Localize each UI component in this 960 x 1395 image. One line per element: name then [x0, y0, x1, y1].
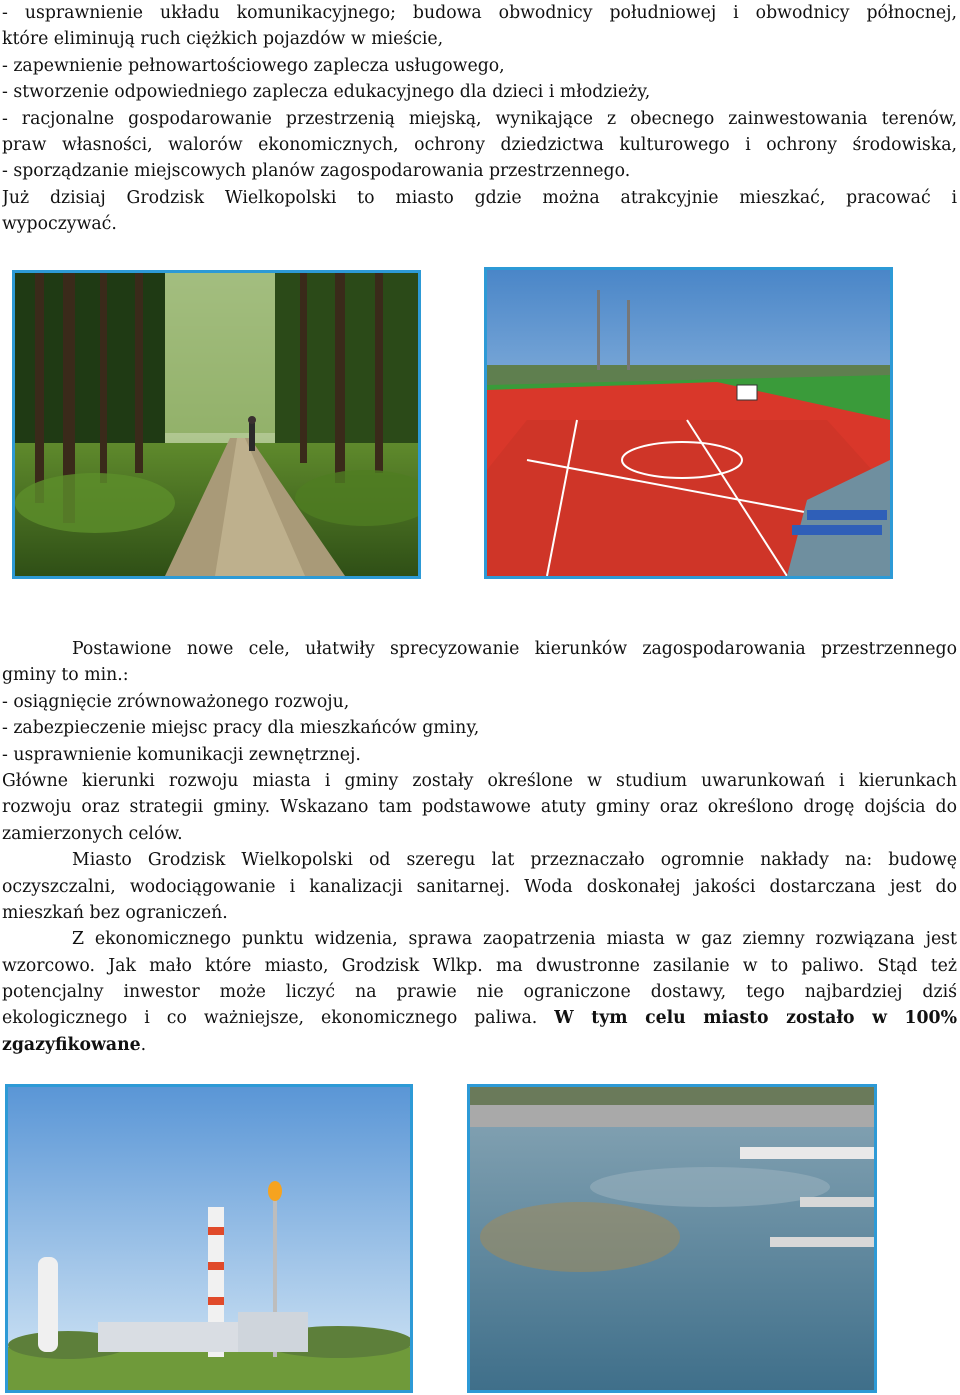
text-span: ekologicznego i co ważniejsze, ekonomicznego paliwa. — [2, 1008, 538, 1029]
text-line: - zabezpieczenie miejsc pracy dla mieszkańców gminy, — [2, 718, 480, 739]
text-line — [2, 1005, 957, 1031]
intro-text — [2, 0, 957, 238]
water-treatment-photo — [467, 1084, 877, 1393]
text-line: rozwoju oraz strategii gminy. Wskazano tam podstawowe atuty gminy oraz określono drogę dojścia do — [2, 797, 957, 818]
text-line: - stworzenie odpowiedniego zaplecza edukacyjnego dla dzieci i młodzieży, — [2, 82, 651, 103]
text-line — [2, 1032, 957, 1058]
text-line: Miasto Grodzisk Wielkopolski od szeregu lat przeznaczało ogromnie nakłady na: budowę — [72, 850, 957, 871]
text-line: - zapewnienie pełnowartościowego zaplecza usługowego, — [2, 55, 505, 76]
text-line: które eliminują ruch ciężkich pojazdów w mieście, — [2, 29, 444, 50]
text-line: praw własności, walorów ekonomicznych, ochrony dziedzictwa kulturowego i ochrony środowiska, — [2, 134, 957, 155]
coat-of-arms-icon — [354, 1107, 413, 1393]
text-line: oczyszczalni, wodociągowanie i kanalizacji sanitarnej. Woda doskonałej jakości dostarczana jest do — [2, 876, 957, 897]
coat-of-arms-icon — [826, 1107, 877, 1393]
forest-path-photo — [12, 270, 421, 579]
body-text — [2, 636, 957, 1058]
text-line: Postawione nowe cele, ułatwiły sprecyzowanie kierunków zagospodarowania przestrzennego — [72, 639, 957, 659]
text-line: Już dzisiaj Grodzisk Wielkopolski to miasto gdzie można atrakcyjnie mieszkać, pracować i — [2, 187, 957, 208]
text-span: . — [140, 1034, 147, 1055]
text-line: zamierzonych celów. — [2, 823, 183, 844]
gas-plant-photo — [5, 1084, 413, 1393]
text-line: wypoczywać. — [2, 214, 117, 235]
bold-text: zgazyfikowane — [2, 1034, 141, 1055]
text-line: - racjonalne gospodarowanie przestrzenią miejską, wynikające z obecnego zainwestowania terenów, — [2, 108, 957, 129]
text-line: wzorcowo. Jak mało które miasto, Grodzisk Wlkp. ma dwustronne zasilanie w to paliwo. Stąd też — [2, 955, 957, 976]
sports-field-photo — [484, 267, 893, 579]
text-line: - usprawnienie komunikacji zewnętrznej. — [2, 744, 361, 765]
text-line: potencjalny inwestor może liczyć na prawie nie ograniczone dostawy, tego najbardziej dziś — [2, 982, 957, 1003]
text-line: Z ekonomicznego punktu widzenia, sprawa zaopatrzenia miasta w gaz ziemny rozwiązana jest — [72, 929, 957, 950]
coat-of-arms-icon — [361, 283, 421, 579]
text-line: mieszkań bez ograniczeń. — [2, 902, 228, 923]
coat-of-arms-icon — [831, 286, 893, 579]
text-line: - sporządzanie miejscowych planów zagospodarowania przestrzennego. — [2, 161, 631, 182]
text-line: - osiągnięcie zrównoważonego rozwoju, — [2, 691, 350, 712]
bold-text: W tym celu miasto zostało w 100% — [554, 1008, 957, 1029]
text-line: gminy to min.: — [2, 665, 129, 686]
text-line: Główne kierunki rozwoju miasta i gminy zostały określone w studium uwarunkowań i kierunkach — [2, 770, 957, 791]
text-line: - usprawnienie układu komunikacyjnego; budowa obwodnicy południowej i obwodnicy północnej, — [2, 3, 957, 23]
